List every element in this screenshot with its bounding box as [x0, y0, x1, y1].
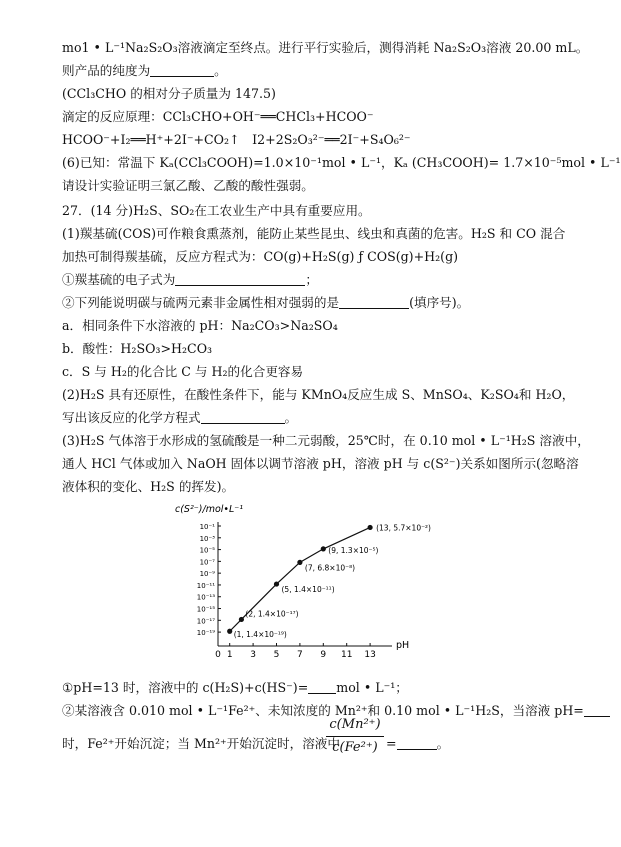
data-point [297, 560, 302, 565]
x-tick-label: 3 [250, 650, 256, 660]
answer-blank-equation[interactable] [201, 411, 285, 424]
text-line-9: (1)羰基硫(COS)可作粮食熏蒸剂，能防止某些昆虫、线虫和真菌的危害。H₂S 和 CO 混合 [62, 226, 566, 241]
option-c: c．S 与 H₂的化合比 C 与 H₂的化合更容易 [62, 364, 304, 379]
unit-text: mol • L⁻¹； [336, 680, 408, 695]
data-point-label: (13, 5.7×10⁻²) [376, 523, 431, 533]
data-point-label: (2, 1.4×10⁻¹⁷) [245, 609, 299, 619]
text-line-1: mo1 • L⁻¹Na₂S₂O₃溶液滴定至终点。进行平行实验后，测得消耗 Na₂S₂O₃溶液 20.00 mL。 [62, 40, 589, 55]
ph-vs-sulfide-chart [170, 504, 431, 670]
ph13-prompt: ①pH=13 时，溶液中的 c(H₂S)+c(HS⁻)= [62, 680, 309, 695]
ratio-fraction [326, 716, 384, 757]
y-tick-label: 10⁻⁷ [199, 558, 215, 567]
data-point [227, 629, 232, 634]
answer-blank-ph[interactable] [584, 704, 610, 717]
x-tick-label: 5 [273, 650, 280, 660]
option-b: b．酸性：H₂SO₃>H₂CO₃ [62, 341, 213, 356]
text-line-10: 加热可制得羰基硫，反应方程式为：CO(g)+H₂S(g) ƒ COS(g)+H₂(g) [62, 249, 459, 264]
text-line-3: (CCl₃CHO 的相对分子质量为 147.5) [62, 86, 276, 101]
text-line-18: (3)H₂S 气体溶于水形成的氢硫酸是一种二元弱酸，25℃时，在 0.10 mol • L⁻¹H₂S 溶液中， [62, 433, 590, 448]
data-point-label: (9, 1.3×10⁻⁵) [328, 545, 379, 555]
x-tick-label: 7 [297, 650, 303, 660]
fill-number-hint: (填序号)。 [409, 295, 470, 310]
chart-svg [170, 504, 431, 670]
data-point-label: (5, 1.4×10⁻¹¹) [281, 585, 335, 595]
text-line-4: 滴定的反应原理：CCl₃CHO+OH⁻══CHCl₃+HCOO⁻ [62, 109, 374, 124]
text-line-20: 液体积的变化、H₂S 的挥发)。 [62, 479, 235, 494]
answer-blank-purity[interactable] [150, 64, 214, 77]
precipitate-prompt: 时，Fe²⁺开始沉淀；当 Mn²⁺开始沉淀时，溶液中 [62, 736, 340, 751]
y-axis-label: c(S²⁻)/mol•L⁻¹ [175, 504, 244, 515]
answer-blank-electron-formula[interactable] [175, 273, 305, 286]
cos-electron-prompt: ①羰基硫的电子式为 [62, 272, 176, 287]
equals-sign: = [386, 736, 397, 751]
data-point-label: (7, 6.8×10⁻⁸) [304, 563, 356, 573]
x-axis-label: pH [396, 640, 410, 651]
text-line-11: ①羰基硫的电子式为 ； [62, 272, 318, 287]
text-line-17: 写出该反应的化学方程式 。 [62, 410, 298, 425]
answer-blank-choice[interactable] [339, 296, 409, 309]
text-line-16: (2)H₂S 具有还原性，在酸性条件下，能与 KMnO₄反应生成 S、MnSO₄、K₂SO₄和 H₂O， [62, 387, 575, 402]
y-tick-label: 10⁻¹⁷ [196, 617, 215, 626]
data-point [321, 546, 326, 551]
x-tick-label: 13 [364, 650, 376, 660]
fraction-numerator: c(Mn²⁺) [329, 717, 381, 732]
equals-blank [386, 736, 449, 752]
equation-prompt: 写出该反应的化学方程式 [62, 410, 201, 425]
x-tick-label: 11 [340, 650, 353, 660]
text-line-12 [62, 295, 469, 311]
answer-blank-ratio[interactable] [397, 737, 437, 750]
data-point [368, 525, 373, 530]
fe-mn-prompt: ②某溶液含 0.010 mol • L⁻¹Fe²⁺、未知浓度的 Mn²⁺和 0.10 mol • L⁻¹H₂S，当溶液 pH= [62, 703, 584, 718]
x-tick-label: 9 [320, 650, 327, 660]
fraction-bar [326, 736, 384, 737]
nonmetal-prompt: ②下列能说明碳与硫两元素非金属性相对强弱的是 [62, 295, 340, 310]
text-line-19: 通人 HCl 气体或加入 NaOH 固体以调节溶液 pH，溶液 pH 与 c(S²⁻)关系如图所示(忽略溶 [62, 456, 579, 471]
text-line-21 [62, 680, 408, 696]
y-tick-label: 10⁻¹³ [196, 593, 215, 602]
x-tick-label: 1 [226, 650, 233, 660]
option-a: a．相同条件下水溶液的 pH：Na₂CO₃>Na₂SO₄ [62, 318, 338, 333]
answer-blank-concentration[interactable] [308, 681, 336, 694]
data-point-label: (1, 1.4×10⁻¹⁹) [233, 630, 287, 640]
text-line-7: 请设计实验证明三氯乙酸、乙酸的酸性强弱。 [62, 178, 314, 193]
purity-prompt: 则产品的纯度为 [62, 63, 151, 78]
fraction-denominator: c(Fe²⁺) [332, 740, 378, 755]
y-tick-label: 10⁻¹⁵ [196, 605, 215, 614]
text-line-2: 则产品的纯度为 。 [62, 63, 227, 78]
y-tick-label: 10⁻⁹ [199, 570, 215, 579]
data-point [274, 581, 279, 586]
x-tick-label: 0 [215, 650, 221, 660]
y-tick-label: 10⁻¹ [199, 523, 215, 531]
text-line-5: HCOO⁻+I₂══H⁺+2I⁻+CO₂↑ I2+2S₂O₃²⁻══2I⁻+S₄O₆²⁻ [62, 132, 411, 147]
y-tick-label: 10⁻¹¹ [196, 581, 215, 590]
question-27-heading: 27．(14 分)H₂S、SO₂在工农业生产中具有重要应用。 [62, 203, 371, 218]
text-line-23 [62, 736, 340, 752]
y-tick-label: 10⁻⁵ [199, 546, 215, 555]
text-line-6: (6)已知：常温下 Kₐ(CCl₃COOH)=1.0×10⁻¹mol • L⁻¹，Kₐ (CH₃COOH)= 1.7×10⁻⁵mol • L⁻¹ [62, 155, 621, 170]
data-point [239, 617, 244, 622]
period-mark: 。 [436, 736, 450, 751]
y-tick-label: 10⁻¹⁹ [196, 629, 215, 638]
y-tick-label: 10⁻³ [199, 534, 215, 543]
